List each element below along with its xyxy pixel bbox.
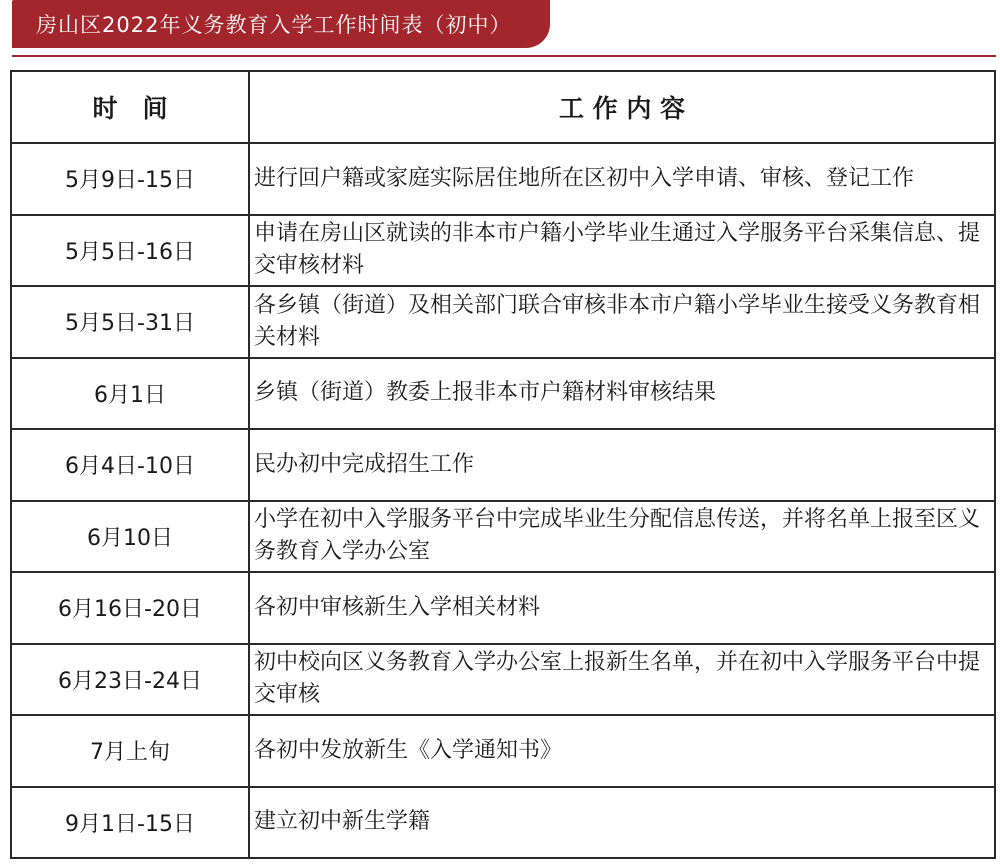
row-task: 民办初中完成招生工作 <box>249 429 995 501</box>
table-row <box>11 143 995 215</box>
row-time: 5月9日-15日 <box>11 143 249 215</box>
row-time: 6月16日-20日 <box>11 572 249 644</box>
row-task: 各乡镇（街道）及相关部门联合审核非本市户籍小学毕业生接受义务教育相关材料 <box>249 286 995 358</box>
table-row <box>11 358 995 430</box>
table-header-row <box>11 71 995 143</box>
row-task: 初中校向区义务教育入学办公室上报新生名单，并在初中入学服务平台中提交审核 <box>249 644 995 716</box>
table-row <box>11 715 995 787</box>
title-divider <box>12 55 996 57</box>
row-task: 申请在房山区就读的非本市户籍小学毕业生通过入学服务平台采集信息、提交审核材料 <box>249 215 995 287</box>
table-row <box>11 215 995 287</box>
row-time: 6月10日 <box>11 501 249 573</box>
table-row <box>11 644 995 716</box>
row-time: 5月5日-31日 <box>11 286 249 358</box>
row-task: 小学在初中入学服务平台中完成毕业生分配信息传送，并将名单上报至区义务教育入学办公室 <box>249 501 995 573</box>
row-task: 乡镇（街道）教委上报非本市户籍材料审核结果 <box>249 358 995 430</box>
column-header-task: 工 作 内 容 <box>249 71 995 143</box>
row-time: 9月1日-15日 <box>11 787 249 859</box>
column-header-time: 时 间 <box>11 71 249 143</box>
table-row <box>11 286 995 358</box>
schedule-table <box>10 70 996 859</box>
row-time: 7月上旬 <box>11 715 249 787</box>
row-task: 各初中审核新生入学相关材料 <box>249 572 995 644</box>
row-time: 6月23日-24日 <box>11 644 249 716</box>
page-title: 房山区2022年义务教育入学工作时间表（初中） <box>36 13 512 37</box>
row-time: 6月1日 <box>11 358 249 430</box>
table-row <box>11 572 995 644</box>
table-row <box>11 501 995 573</box>
row-time: 6月4日-10日 <box>11 429 249 501</box>
row-task: 各初中发放新生《入学通知书》 <box>249 715 995 787</box>
table-row <box>11 787 995 859</box>
page-title-banner <box>12 0 550 48</box>
table-row <box>11 429 995 501</box>
row-task: 进行回户籍或家庭实际居住地所在区初中入学申请、审核、登记工作 <box>249 143 995 215</box>
row-task: 建立初中新生学籍 <box>249 787 995 859</box>
row-time: 5月5日-16日 <box>11 215 249 287</box>
